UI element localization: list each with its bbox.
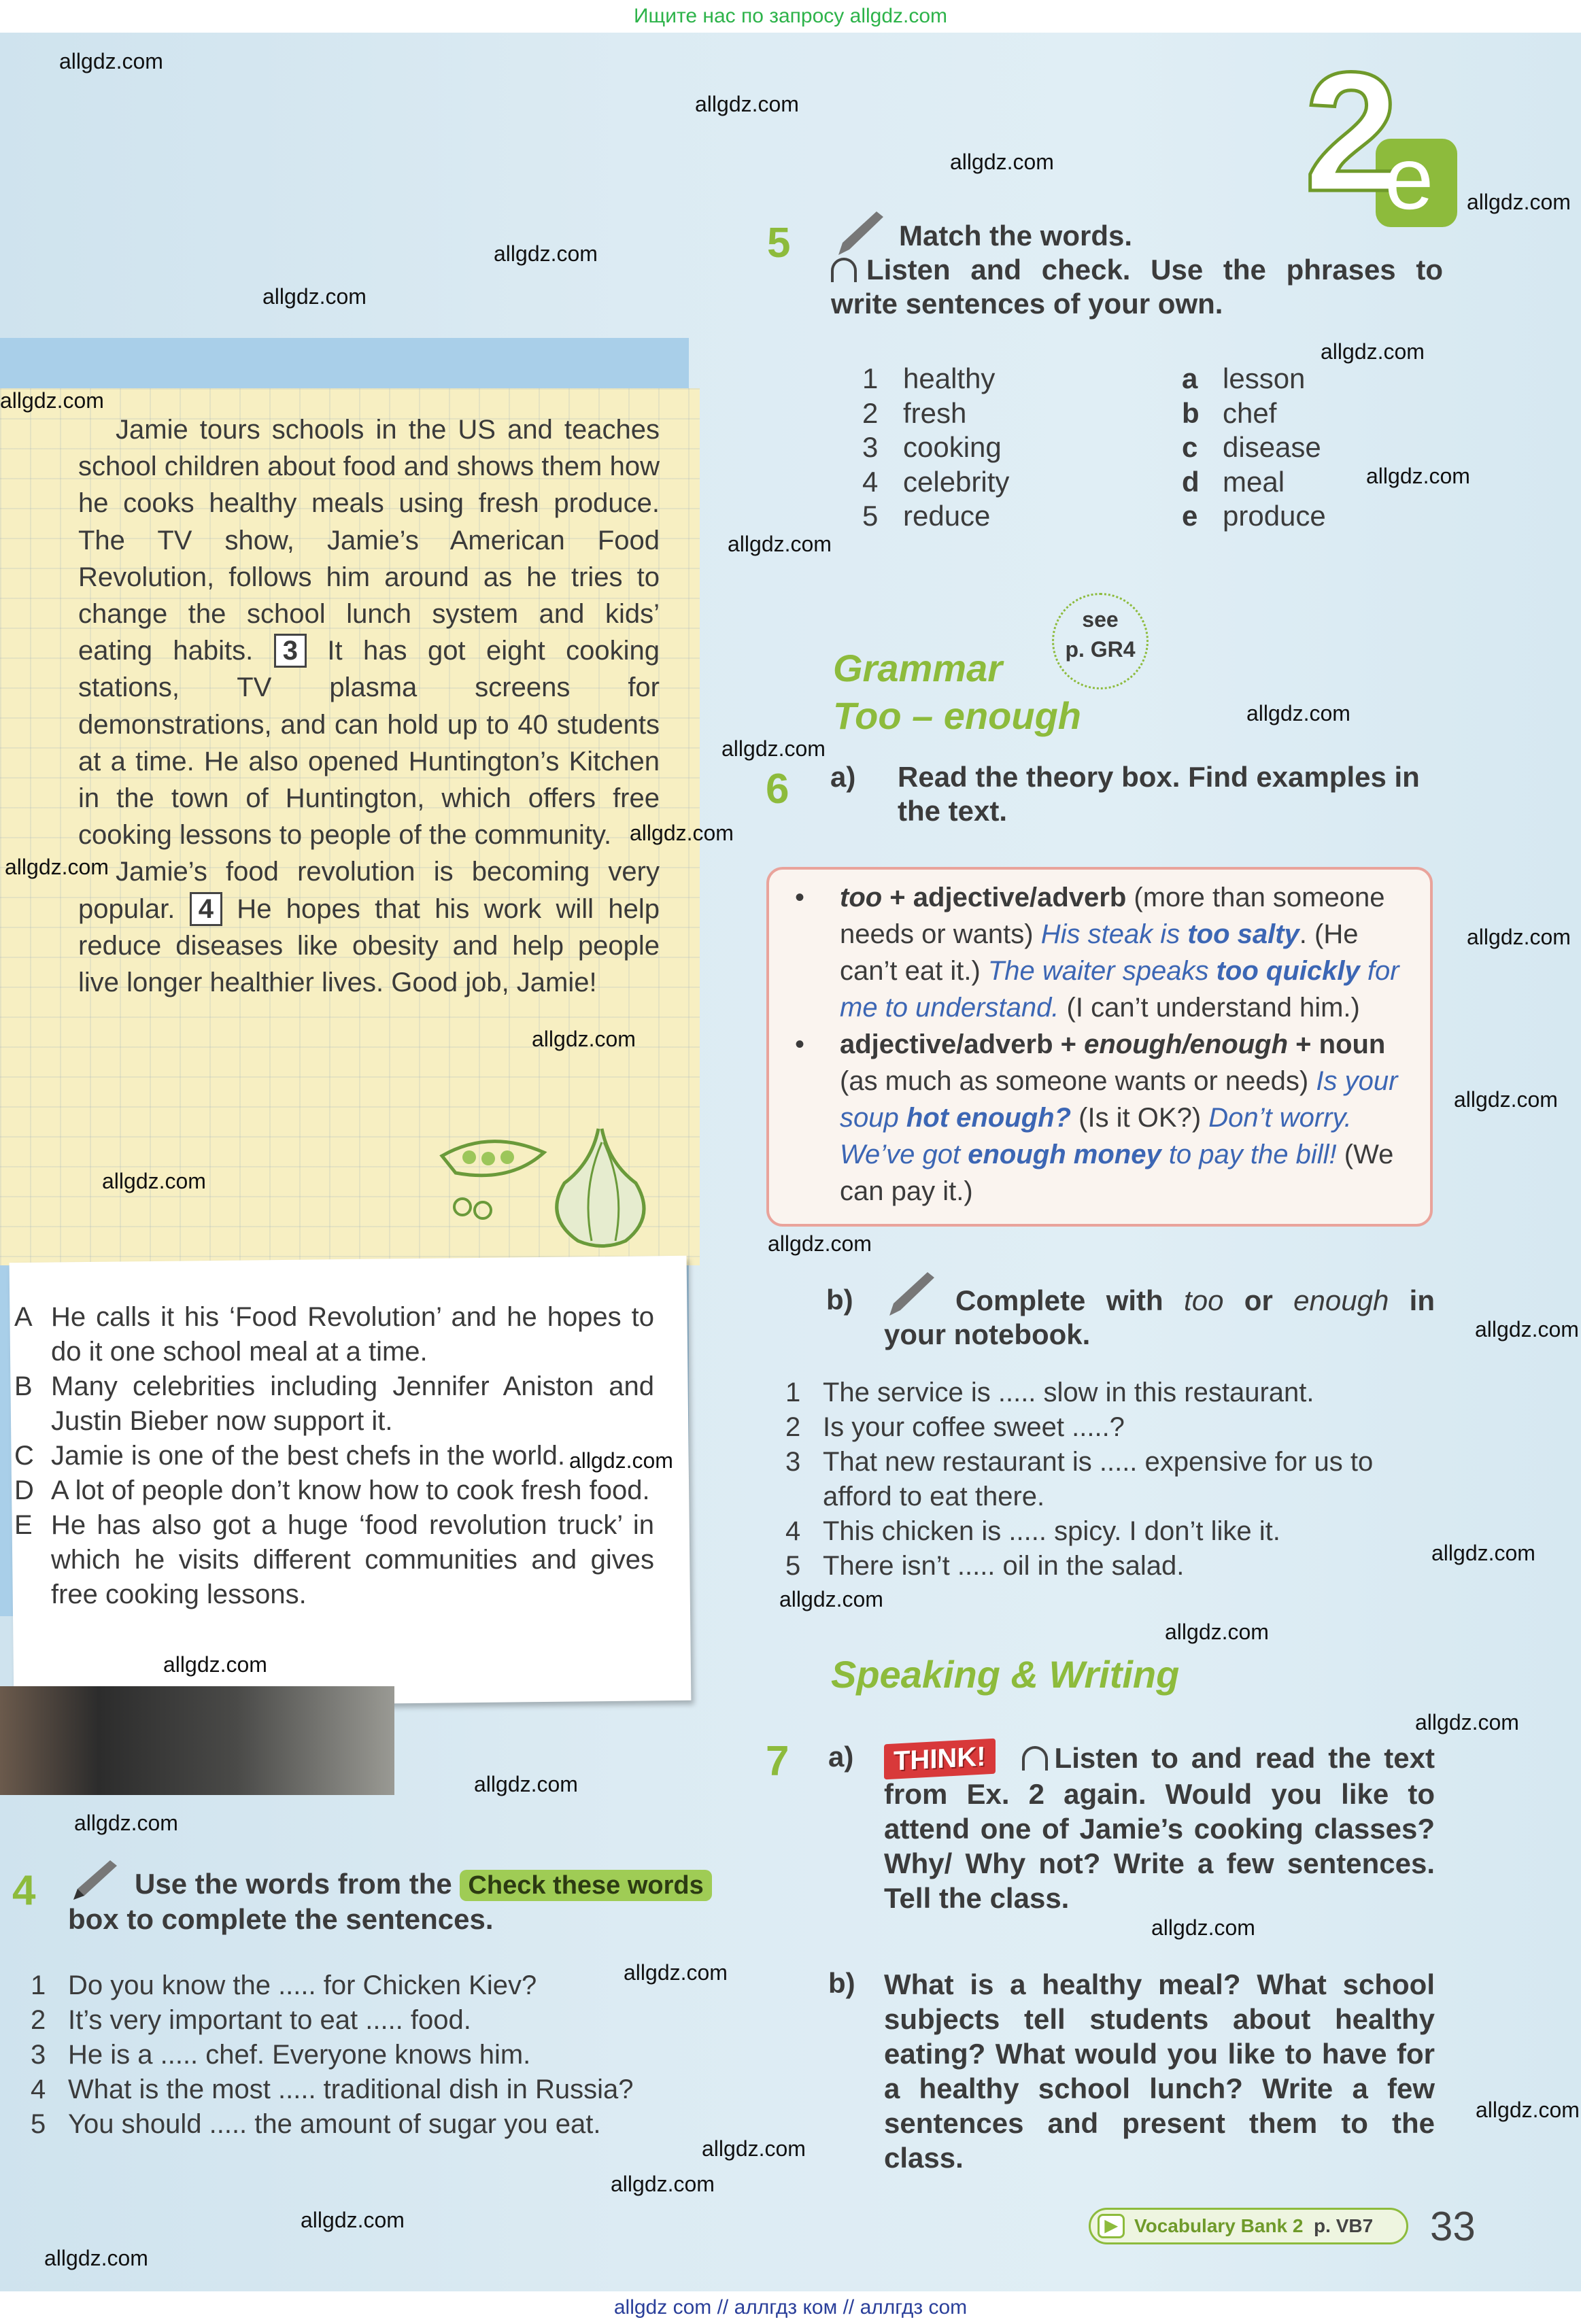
exercise-6b-list [785,1375,1438,1584]
watermark-text: allgdz.com [301,2208,405,2232]
think-badge: THINK! [884,1739,996,1780]
theory-bullet-enough: • adjective/adverb + enough/enough + noun (as much as someone wants or needs) Is your soup hot enough? (Is it OK?) Don’t worry. We’ve got enough money to pay the bill! (We can pay it.) [795,1029,1398,1206]
watermark-text: allgdz.com [1366,464,1470,488]
list-item: 1 The service is ..... slow in this restaurant. [785,1378,1314,1407]
watermark-text: allgdz.com [768,1231,872,1256]
speaking-writing-title: Speaking & Writing [831,1653,1180,1696]
match-right-column: a lesson b chef c disease d meal e produce [1182,362,1326,532]
exercise-5-number: 5 [767,220,791,267]
top-banner: Ищите нас по запросу allgdz.com [0,0,1581,33]
grammar-title: Grammar [833,647,1003,689]
paragraph-1: Jamie tours schools in the US and teaches school children about food and shows them how he cooks healthy meals using fresh produce. The TV show, Jamie’s American Food Revolution, follows him around as he tries to change the school lunch system and kids’ eating habits. 3 It has got eight cooking stations, TV plasma screens for demonstrations, and can hold up to 40 students at a time. He also opened Huntington’s Kitchen in the town of Huntington, which offers free cooking lessons to people of the community. [78,415,660,851]
see-reference-link[interactable]: see p. GR4 [1052,593,1149,689]
headphones-icon [831,258,857,282]
exercise-7b-instructions: What is a healthy meal? What school subjects tell students about healthy eating? What would you like to have for a healthy school lunch? Write a few sentences and present them to the class. [884,1968,1435,2174]
exercise-4-list [31,1968,711,2142]
theory-bullet-too: • too + adjective/adverb (more than someone needs or wants) His steak is too salty. (He can’t eat it.) The waiter speaks too quickly for me to understand. (I can’t understand him.) [795,883,1399,1023]
watermark-text: allgdz.com [1415,1710,1519,1735]
vegetables-illustration-icon [428,1115,660,1251]
option-c: C Jamie is one of the best chefs in the world. [14,1441,565,1471]
reading-text [78,411,660,1001]
gap-box-3: 3 [274,634,307,668]
watermark-text: allgdz.com [44,2246,148,2270]
watermark-text: allgdz.com [950,150,1054,174]
unit-logo: 2 e [1304,74,1461,227]
exercise-4-number: 4 [12,1867,36,1914]
list-item: 4 This chicken is ..... spicy. I don’t like it. [785,1516,1280,1546]
list-item: 2 It’s very important to eat ..... food. [31,2005,471,2035]
headphones-icon [1022,1746,1048,1771]
watermark-text: allgdz.com [0,388,104,413]
option-a: A He calls it his ‘Food Revolution’ and he hopes to do it one school meal at a time. [14,1302,654,1367]
exercise-5-instructions: Match the words. Listen and check. Use the phrases to write sentences of your own. [831,220,1443,320]
exercise-7b-label: b) [828,1967,855,1999]
bottom-banner: allgdz com // аллгдз ком // аллгдз com [0,2291,1581,2324]
watermark-text: allgdz.com [74,1811,178,1835]
exercise-7a-instructions: THINK! Listen to and read the text from Ex. 2 again. Would you like to attend one of Jamie’s cooking classes? Why/ Why not? Write a few sentences. Tell the class. [884,1741,1435,1915]
watermark-text: allgdz.com [532,1027,636,1051]
exercise-7a-label: a) [828,1741,854,1773]
theory-box [766,867,1433,1227]
watermark-text: allgdz.com [624,1960,728,1985]
watermark-text: allgdz.com [728,532,832,556]
watermark-text: allgdz.com [474,1772,578,1796]
option-b: B Many celebrities including Jennifer Aniston and Justin Bieber now support it. [14,1371,654,1436]
watermark-text: allgdz.com [262,284,367,309]
watermark-text: allgdz.com [1321,339,1425,364]
watermark-text: allgdz.com [494,241,598,266]
watermark-text: allgdz.com [5,855,109,879]
check-these-words-badge: Check these words [460,1870,711,1901]
list-item: 3 That new restaurant is ..... expensive for us to afford to eat there. [785,1447,1374,1511]
vocabulary-bank-link[interactable]: ▶ Vocabulary Bank 2 p. VB7 [1089,2208,1408,2244]
exercise-4-instructions: Use the words from the Check these words box to complete the sentences. [68,1866,850,1937]
watermark-text: allgdz.com [695,92,799,116]
watermark-text: allgdz.com [102,1169,206,1193]
list-item: 2 Is your coffee sweet .....? [785,1412,1125,1442]
list-item: 3 He is a ..... chef. Everyone knows him. [31,2040,531,2070]
watermark-text: allgdz.com [1476,2098,1580,2122]
watermark-text: allgdz.com [1467,190,1571,214]
watermark-text: allgdz.com [569,1448,673,1473]
watermark-text: allgdz.com [702,2136,806,2161]
list-item: 1 Do you know the ..... for Chicken Kiev? [31,1970,537,2000]
watermark-text: allgdz.com [1431,1541,1535,1565]
gap-box-4: 4 [190,892,222,926]
option-e: E He has also got a huge ‘food revolution truck’ in which he visits different communities and gives free cooking lessons. [14,1510,654,1609]
play-arrow-icon: ▶ [1098,2214,1125,2238]
paragraph-2: Jamie’s food revolution is becoming very popular. 4 He hopes that his work will help reduce diseases like obesity and help people live longer healthier lives. Good job, Jamie! [78,857,660,998]
watermark-text: allgdz.com [1246,701,1350,725]
watermark-text: allgdz.com [1151,1915,1255,1940]
exercise-6b-label: b) [826,1284,853,1316]
list-item: 5 You should ..... the amount of sugar you eat. [31,2109,601,2139]
watermark-text: allgdz.com [611,2172,715,2196]
watermark-text: allgdz.com [1475,1317,1579,1342]
exercise-6b-instructions: Complete with too or enough in your notebook. [884,1284,1435,1350]
list-item: 4 What is the most ..... traditional dish in Russia? [31,2074,634,2104]
match-left-column: 1 healthy 2 fresh 3 cooking 4 celebrity 5 reduce [862,362,1010,532]
watermark-text: allgdz.com [59,49,163,73]
sentence-options [12,1300,654,1612]
watermark-text: allgdz.com [163,1652,267,1677]
watermark-text: allgdz.com [779,1587,883,1611]
watermark-text: allgdz.com [630,821,734,845]
list-item: 5 There isn’t ..... oil in the salad. [785,1551,1185,1581]
exercise-7-number: 7 [766,1738,789,1785]
watermark-text: allgdz.com [1467,925,1571,949]
option-d: D A lot of people don’t know how to cook fresh food. [14,1475,650,1505]
watermark-text: allgdz.com [1454,1087,1558,1112]
exercise-6a-instructions: a) Read the theory box. Find examples in the text. [830,761,1420,827]
exercise-6-number: 6 [766,766,789,813]
watermark-text: allgdz.com [1165,1620,1269,1644]
photo-strip [0,1686,394,1795]
page-number: 33 [1430,2204,1476,2249]
watermark-text: allgdz.com [721,736,826,761]
grammar-subtitle: Too – enough [833,694,1081,737]
